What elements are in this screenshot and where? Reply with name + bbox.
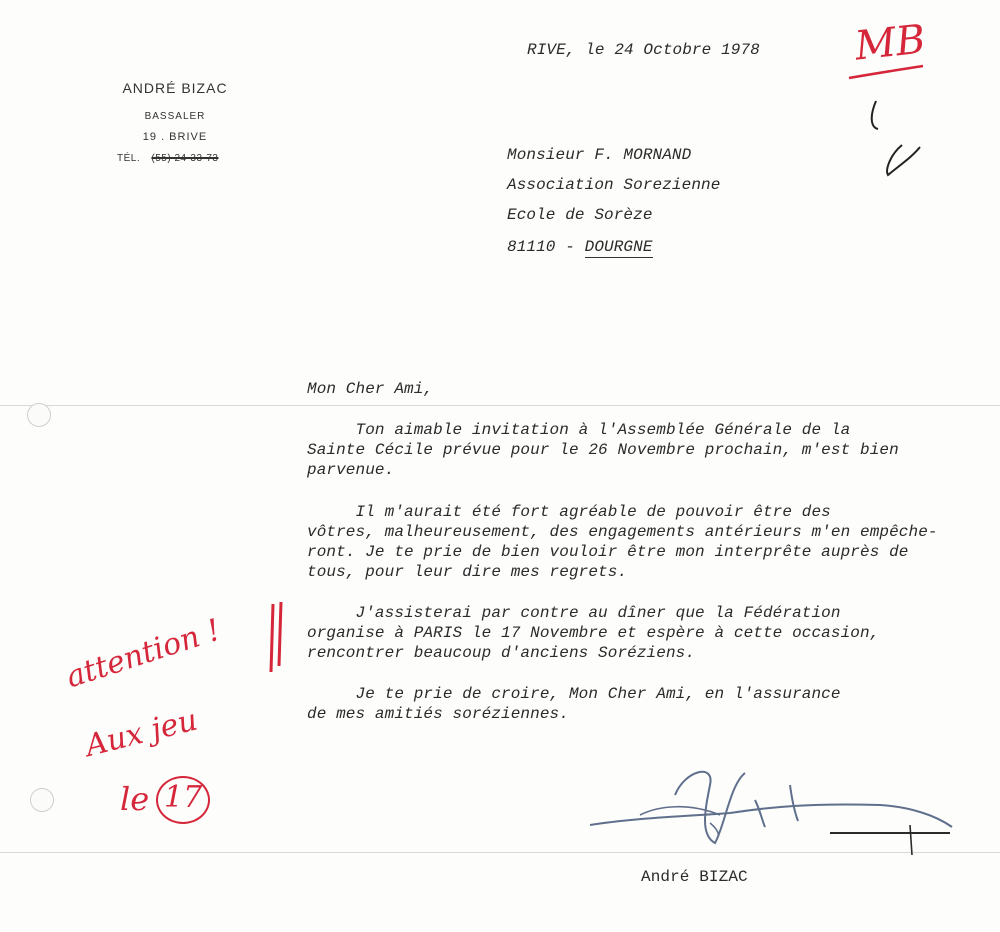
body-line: rencontrer beaucoup d'anciens Soréziens. [307, 644, 696, 662]
body-line: organise à PARIS le 17 Novembre et espère à cette occasion, [307, 624, 880, 642]
margin-note-line-3: le [120, 780, 150, 818]
punch-hole-top [27, 403, 51, 427]
body-line: J'assisterai par contre au dîner que la Fédération [307, 604, 841, 622]
body-line: de mes amitiés soréziennes. [307, 705, 569, 723]
body-line: Sainte Cécile prévue pour le 26 Novembre prochain, m'est bien [307, 441, 899, 459]
body-line: Je te prie de croire, Mon Cher Ami, en l'assurance [307, 685, 841, 703]
fold-line-top [0, 405, 1000, 406]
margin-marks [860, 95, 930, 185]
letterhead-place: BASSALER [144, 111, 206, 122]
phone-label: TÉL. [117, 153, 141, 164]
body-line: tous, pour leur dire mes regrets. [307, 563, 628, 581]
circled-date [156, 776, 210, 824]
phone-number-struck: (55) 24-33-73 [151, 153, 219, 164]
recipient-postal: 81110 - [507, 238, 585, 256]
circled-date-number: 17 [164, 780, 203, 815]
recipient-line-1: Monsieur F. MORNAND [507, 146, 692, 164]
punch-hole-bottom [30, 788, 54, 812]
body-line: Il m'aurait été fort agréable de pouvoir être des [307, 503, 831, 521]
margin-vertical-marks [265, 600, 295, 680]
handwritten-signature [580, 755, 960, 865]
signature-name: André BIZAC [641, 868, 748, 886]
body-line: Ton aimable invitation à l'Assemblée Générale de la [307, 421, 851, 439]
letterhead-town: 19 . BRIVE [142, 131, 208, 143]
margin-note-line-1: attention ! [62, 612, 225, 696]
initials-annotation: MB [852, 16, 928, 70]
recipient-line-4 [507, 238, 653, 256]
initials-underline [847, 64, 927, 84]
letterhead-phone [117, 153, 219, 164]
recipient-line-3: Ecole de Sorèze [507, 206, 653, 224]
body-line: parvenue. [307, 461, 395, 479]
body-line: ront. Je te prie de bien vouloir être mon interprête auprès de [307, 543, 909, 561]
date-line: RIVE, le 24 Octobre 1978 [527, 41, 760, 59]
margin-note-line-2: Aux jeu [82, 702, 201, 764]
letterhead-name: ANDRÉ BIZAC [122, 80, 228, 96]
body-line: vôtres, malheureusement, des engagements antérieurs m'en empêche- [307, 523, 938, 541]
salutation: Mon Cher Ami, [307, 380, 434, 398]
recipient-city: DOURGNE [584, 238, 653, 256]
recipient-line-2: Association Sorezienne [507, 176, 721, 194]
